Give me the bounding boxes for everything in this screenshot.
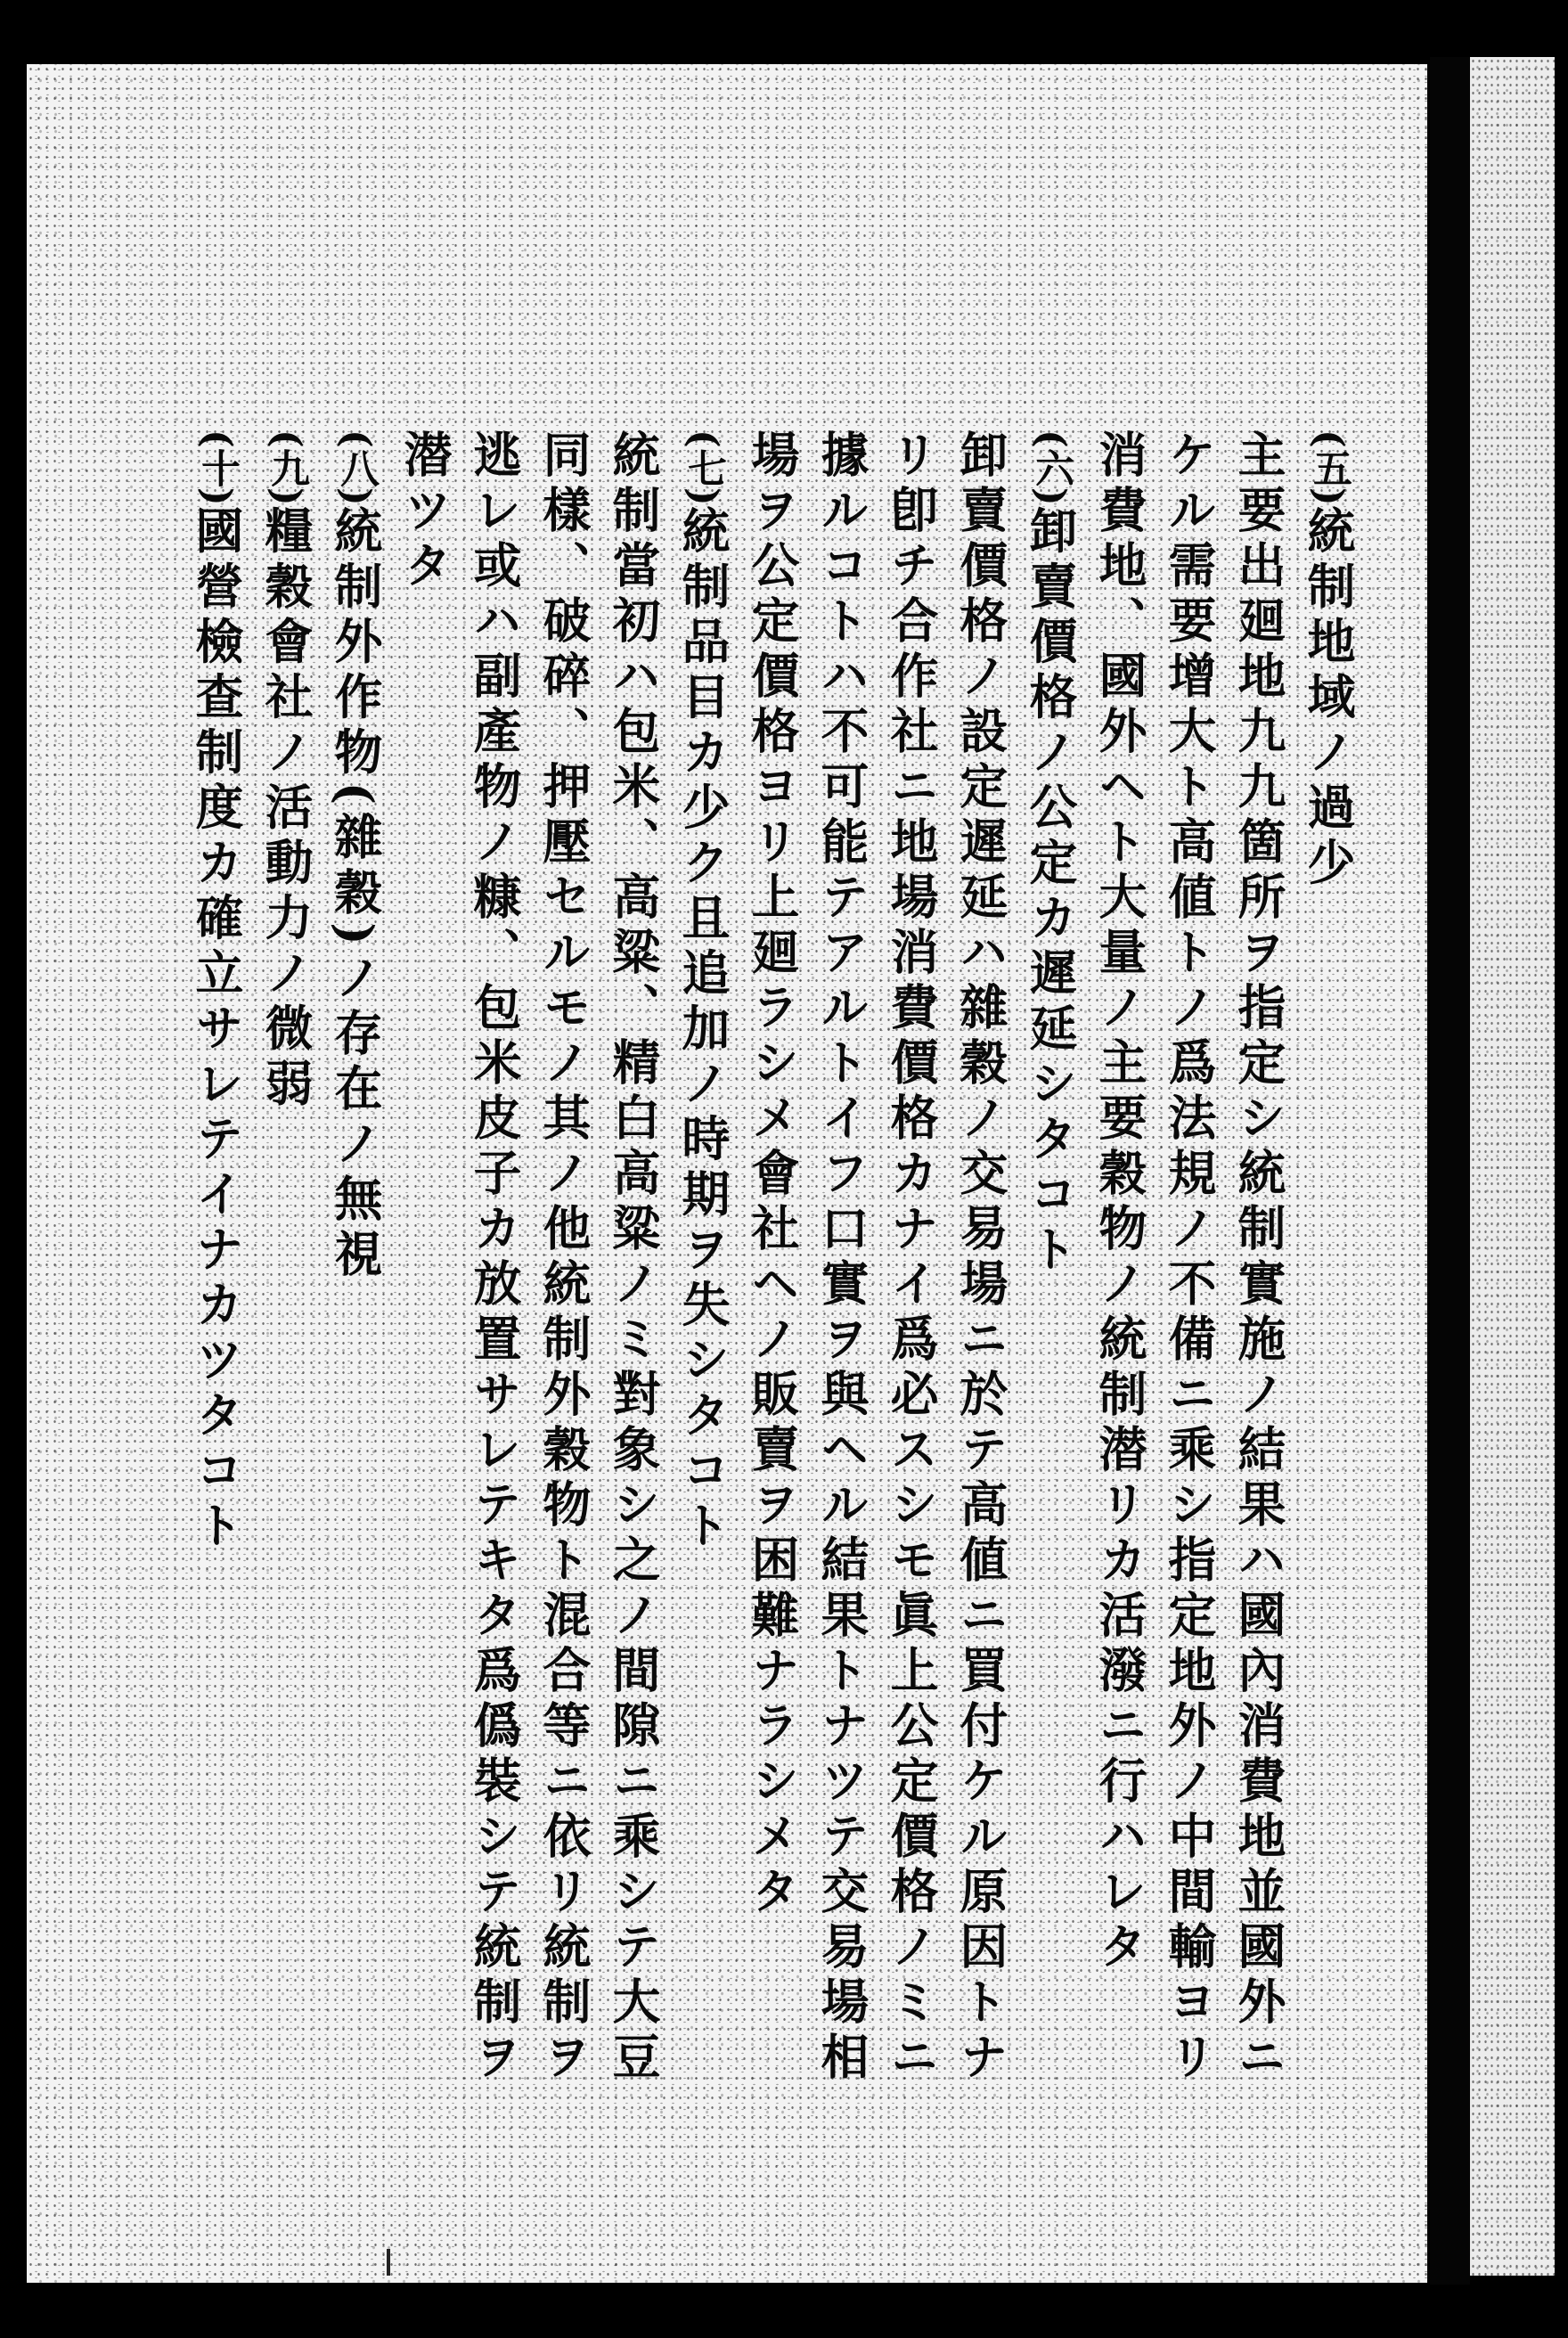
vertical-text-body	[188, 429, 1363, 2211]
section-marker: (十)	[194, 429, 240, 506]
body-text: 消費地、國外ヘト大量ノ主要穀物ノ統制潜リカ活潑ニ行ハレタ	[1091, 429, 1148, 1976]
section-marker: (七)	[681, 429, 726, 506]
text-line	[946, 429, 1016, 2211]
text-line	[182, 429, 251, 2211]
body-text: 場ヲ公定價格ヨリ上廻ラシメ會社ヘノ販賣ヲ困難ナラシメタ	[744, 429, 801, 1921]
text-line	[1016, 429, 1085, 2211]
section-marker: (六)	[1028, 429, 1074, 506]
body-text: 同樣、破碎、押壓セルモノ其ノ他統制外穀物ト混合等ニ依リ統制ヲ	[535, 429, 592, 2087]
facing-page-edge	[1470, 57, 1555, 2276]
body-text: 主要出廻地九九箇所ヲ指定シ統制實施ノ結果ハ國內消費地並國外ニ	[1230, 429, 1287, 2087]
text-line	[738, 429, 807, 2211]
text-line	[668, 429, 738, 2211]
text-line	[1294, 429, 1363, 2211]
text-line	[807, 429, 877, 2211]
text-line	[321, 429, 390, 2211]
text-line	[1085, 429, 1155, 2211]
document-page	[27, 64, 1427, 2283]
section-marker: (五)	[1306, 429, 1352, 506]
section-heading: 統制外作物(雜穀)ノ存在ノ無視	[327, 505, 384, 1284]
section-heading: 卸賣價格ノ公定カ遲延シタコト	[1022, 505, 1079, 1279]
text-line	[460, 429, 529, 2211]
text-line	[1155, 429, 1224, 2211]
text-line	[877, 429, 946, 2211]
section-heading: 統制品目カ少ク且追加ノ時期ヲ失シタコト	[674, 505, 731, 1556]
section-heading: 糧穀會社ノ活動力ノ微弱	[257, 505, 314, 1114]
book-spine-shadow	[1430, 57, 1470, 2285]
text-line	[599, 429, 668, 2211]
section-heading: 國營檢查制度カ確立サレテイナカツタコト	[188, 505, 245, 1556]
text-line	[1224, 429, 1294, 2211]
body-text: 統制當初ハ包米、高粱、精白高粱ノミ對象シ之ノ間隙ニ乘シテ大豆	[605, 429, 662, 2087]
body-text: 卸賣價格ノ設定遲延ハ雜穀ノ交易場ニ於テ高値ニ買付ケル原因トナ	[952, 429, 1009, 2087]
body-text: 逃レ或ハ副產物ノ糠、包米皮子カ放置サレテキタ爲僞裝シテ統制ヲ	[466, 429, 523, 2087]
body-text: 潜ツタ	[396, 429, 453, 595]
body-text: リ卽チ合作社ニ地場消費價格カナイ爲必スシモ眞上公定價格ノミニ	[883, 429, 940, 2087]
section-marker: (九)	[264, 429, 309, 506]
body-text: 據ルコトハ不可能テアルトイフ口實ヲ與ヘル結果トナツテ交易場相	[813, 429, 870, 2087]
section-marker: (八)	[333, 429, 379, 506]
section-heading: 統制地域ノ過少	[1300, 505, 1357, 893]
text-line	[390, 429, 460, 2211]
page-tick-mark	[387, 2249, 390, 2276]
body-text: ケル需要增大ト高値トノ爲法規ノ不備ニ乘シ指定地外ノ中間輸ヨリ	[1161, 429, 1218, 2087]
text-line	[529, 429, 599, 2211]
text-line	[251, 429, 321, 2211]
